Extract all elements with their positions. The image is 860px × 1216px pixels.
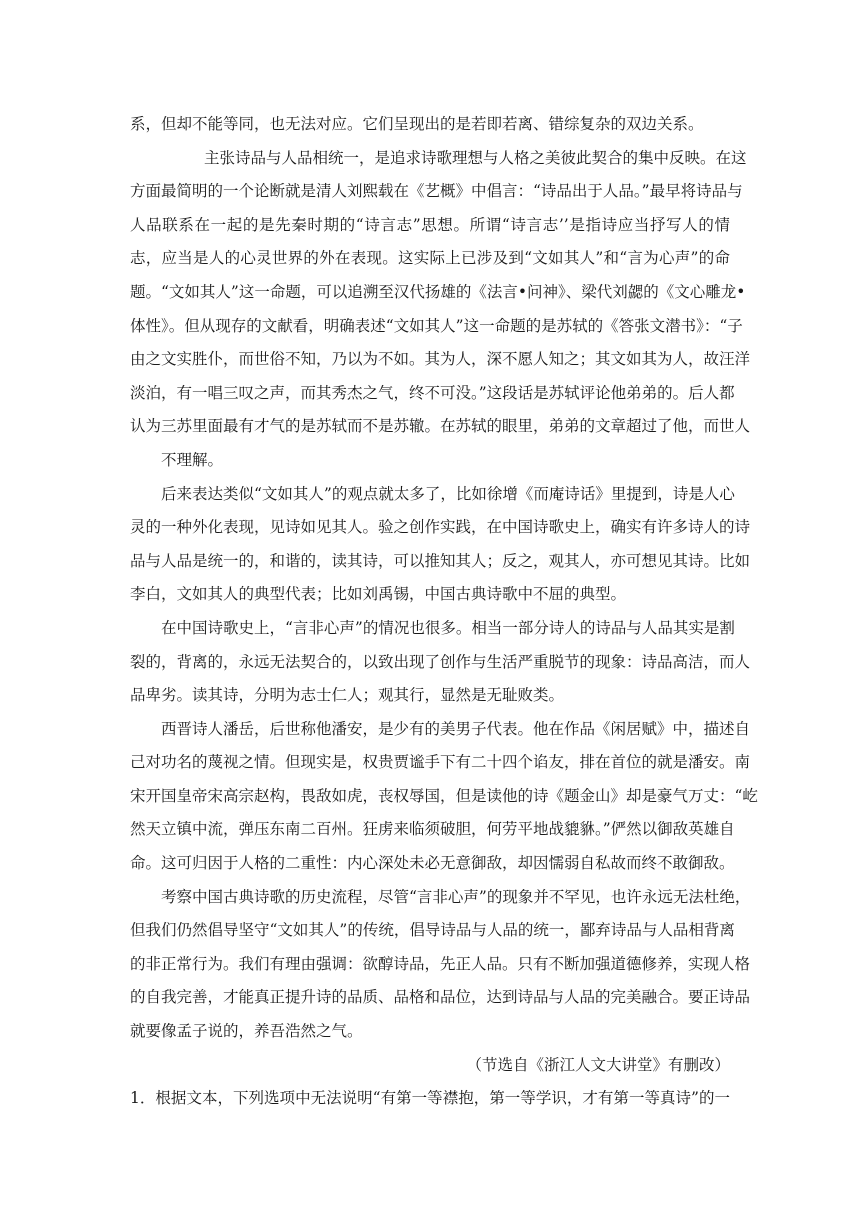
text-line: 但我们仍然倡导坚守“文如其人”的传统，倡导诗品与人品的统一，鄙弃诗品与人品相背离 <box>130 921 735 940</box>
text-line: 品卑劣。读其诗，分明为志士仁人；观其行，显然是无耻败类。 <box>130 686 565 705</box>
text-line: 灵的一种外化表现，见诗如见其人。验之创作实践，在中国诗歌史上，确实有许多诗人的诗 <box>130 518 751 537</box>
text-line: 系，但却不能等同，也无法对应。它们呈现出的是若即若离、错综复杂的双边关系。 <box>130 115 704 133</box>
text-line: 后来表达类似“文如其人”的观点就太多了，比如徐增《而庵诗话》里提到，诗是人心 <box>161 484 735 503</box>
text-line: 淡泊，有一唱三叹之声，而其秀杰之气，终不可没。”这段话是苏轼评论他弟弟的。后人都 <box>130 383 735 402</box>
text-line: 李白，文如其人的典型代表；比如刘禹锡，中国古典诗歌中不屈的典型。 <box>130 585 627 604</box>
text-line: 题。“文如其人”这一命题，可以追溯至汉代扬雄的《法言•问神》、梁代刘勰的《文心雕龙• <box>130 282 746 301</box>
text-line: 的自我完善，才能真正提升诗的品质、品格和品位，达到诗品与人品的完美融合。要正诗品 <box>130 988 751 1007</box>
text-line: 命。这可归因于人格的二重性：内心深处未必无意御敌，却因懦弱自私故而终不敢御敌。 <box>130 854 735 873</box>
source-citation: （节选自《浙江人文大讲堂》有删改） <box>466 1055 730 1074</box>
question-line: 1．根据文本，下列选项中无法说明“有第一等襟抱，第一等学识，才有第一等真诗”的一 <box>130 1089 730 1108</box>
text-line: 考察中国古典诗歌的历史流程，尽管“言非心声”的现象并不罕见，也许永远无法杜绝， <box>161 887 751 906</box>
text-line: 不理解。 <box>161 450 224 469</box>
text-line: 认为三苏里面最有才气的是苏轼而不是苏辙。在苏轼的眼里，弟弟的文章超过了他，而世人 <box>130 417 751 436</box>
text-line: 主张诗品与人品相统一，是追求诗歌理想与人格之美彼此契合的集中反映。在这 <box>204 148 747 167</box>
text-line: 裂的，背离的，永远无法契合的，以致出现了创作与生活严重脱节的现象：诗品高洁，而人 <box>130 652 751 671</box>
text-line: 己对功名的蔑视之情。但现实是，权贵贾谧手下有二十四个谄友，排在首位的就是潘安。南 <box>130 753 751 772</box>
text-line: 品与人品是统一的，和谐的，读其诗，可以推知其人；反之，观其人，亦可想见其诗。比如 <box>130 551 751 570</box>
text-line: 的非正常行为。我们有理由强调：欲醇诗品，先正人品。只有不断加强道德修养，实现人格 <box>130 954 751 973</box>
text-line: 宋开国皇帝宋高宗赵构，畏敌如虎，丧权辱国，但是读他的诗《题金山》却是豪气万丈：“屹 <box>130 786 758 805</box>
text-line: 就要像孟子说的，养吾浩然之气。 <box>130 1022 363 1041</box>
text-line: 西晋诗人潘岳，后世称他潘安，是少有的美男子代表。他在作品《闲居赋》中，描述自 <box>161 719 751 738</box>
text-line: 在中国诗歌史上，“言非心声”的情况也很多。相当一部分诗人的诗品与人品其实是割 <box>161 618 735 637</box>
text-line: 然天立镇中流，弹压东南二百州。狂虏来临须破胆，何劳平地战貔貅。”俨然以御敌英雄自 <box>130 820 735 839</box>
text-line: 体性》。但从现存的文献看，明确表述“文如其人”这一命题的是苏轼的《答张文潜书》：“子 <box>130 316 743 335</box>
document-page <box>130 108 758 1116</box>
text-line: 人品联系在一起的是先秦时期的“诗言志”思想。所谓“诗言志’’是指诗应当抒写人的情 <box>130 215 730 234</box>
text-line: 志，应当是人的心灵世界的外在表现。这实际上已涉及到“文如其人”和“言为心声”的命 <box>130 249 730 268</box>
text-line: 方面最简明的一个论断就是清人刘熙载在《艺概》中倡言：“诗品出于人品。”最早将诗品与 <box>130 182 743 201</box>
text-line: 由之文实胜仆，而世俗不知，乃以为不如。其为人，深不愿人知之；其文如其为人，故汪洋 <box>130 350 751 369</box>
